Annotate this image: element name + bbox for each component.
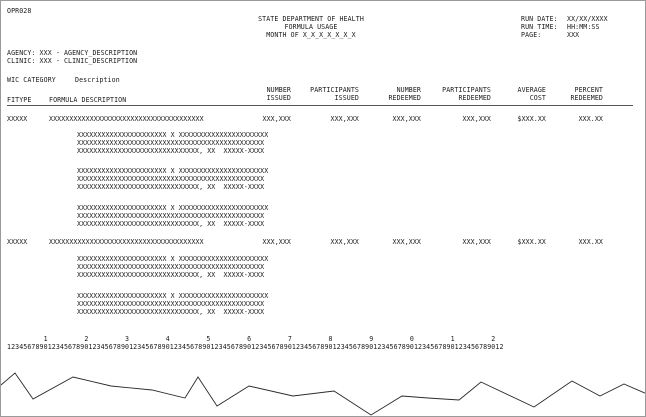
wic-category-header: WIC CATEGORY bbox=[7, 76, 56, 84]
run-date-value: XX/XX/XXXX bbox=[567, 15, 608, 23]
report-month: MONTH OF X_X_X_X_X_X_X bbox=[266, 31, 356, 39]
page-label: PAGE: bbox=[521, 31, 542, 39]
participants-redeemed-header-2: REDEEMED bbox=[458, 94, 491, 102]
row-1-detail-1-line-3: XXXXXXXXXXXXXXXXXXXXXXXXXXXXXX, XX XXXXX-XXXX bbox=[77, 147, 265, 155]
average-cost-header-2: COST bbox=[529, 94, 546, 102]
row-2-participants-redeemed: XXX,XXX bbox=[462, 238, 491, 246]
participants-issued-header-1: PARTICIPANTS bbox=[310, 86, 359, 94]
report-subtitle: FORMULA USAGE bbox=[284, 23, 338, 31]
description-header: Description bbox=[75, 76, 120, 84]
row-2-detail-1-line-1: XXXXXXXXXXXXXXXXXXXXXX X XXXXXXXXXXXXXXXXXXXXXX bbox=[77, 255, 269, 263]
run-time-value: HH:MM:SS bbox=[567, 23, 600, 31]
row-1-number-issued: XXX,XXX bbox=[262, 115, 291, 123]
run-date-label: RUN DATE: bbox=[521, 15, 558, 23]
row-1-description: XXXXXXXXXXXXXXXXXXXXXXXXXXXXXXXXXXXXXX bbox=[49, 115, 204, 123]
row-2-description: XXXXXXXXXXXXXXXXXXXXXXXXXXXXXXXXXXXXXX bbox=[49, 238, 204, 246]
number-redeemed-header-1: NUMBER bbox=[396, 86, 421, 94]
row-2-average-cost: $XXX.XX bbox=[517, 238, 546, 246]
row-1-detail-3-line-1: XXXXXXXXXXXXXXXXXXXXXX X XXXXXXXXXXXXXXXXXXXXXX bbox=[77, 204, 269, 212]
row-2-percent-redeemed: XXX.XX bbox=[578, 238, 603, 246]
participants-issued-header-2: ISSUED bbox=[334, 94, 359, 102]
row-1-detail-2-line-1: XXXXXXXXXXXXXXXXXXXXXX X XXXXXXXXXXXXXXXXXXXXXX bbox=[77, 167, 269, 175]
header-rule bbox=[7, 105, 633, 106]
row-1-number-redeemed: XXX,XXX bbox=[392, 115, 421, 123]
average-cost-header-1: AVERAGE bbox=[517, 86, 546, 94]
row-1-detail-1-line-1: XXXXXXXXXXXXXXXXXXXXXX X XXXXXXXXXXXXXXXXXXXXXX bbox=[77, 131, 269, 139]
row-2-number-redeemed: XXX,XXX bbox=[392, 238, 421, 246]
formula-description-header: FORMULA DESCRIPTION bbox=[49, 96, 127, 104]
number-issued-header-2: ISSUED bbox=[266, 94, 291, 102]
row-2-detail-1-line-2: XXXXXXXXXXXXXXXXXXXXXXXXXXXXXXXXXXXXXXXXXXXXXX bbox=[77, 263, 265, 271]
fitype-header: FITYPE bbox=[7, 96, 32, 104]
report-id: OPR028 bbox=[7, 7, 32, 15]
row-1-participants-redeemed: XXX,XXX bbox=[462, 115, 491, 123]
row-2-detail-2-line-1: XXXXXXXXXXXXXXXXXXXXXX X XXXXXXXXXXXXXXXXXXXXXX bbox=[77, 292, 269, 300]
page-value: XXX bbox=[567, 31, 580, 39]
clinic-line: CLINIC: XXX - CLINIC_DESCRIPTION bbox=[7, 57, 138, 65]
percent-redeemed-header-1: PERCENT bbox=[574, 86, 603, 94]
report-title: STATE DEPARTMENT OF HEALTH bbox=[258, 15, 364, 23]
row-1-participants-issued: XXX,XXX bbox=[330, 115, 359, 123]
run-time-label: RUN TIME: bbox=[521, 23, 558, 31]
row-2-detail-2-line-2: XXXXXXXXXXXXXXXXXXXXXXXXXXXXXXXXXXXXXXXXXXXXXX bbox=[77, 300, 265, 308]
row-1-fitype: XXXXX bbox=[7, 115, 28, 123]
row-2-number-issued: XXX,XXX bbox=[262, 238, 291, 246]
row-1-detail-1-line-2: XXXXXXXXXXXXXXXXXXXXXXXXXXXXXXXXXXXXXXXXXXXXXX bbox=[77, 139, 265, 147]
row-1-percent-redeemed: XXX.XX bbox=[578, 115, 603, 123]
row-2-detail-2-line-3: XXXXXXXXXXXXXXXXXXXXXXXXXXXXXX, XX XXXXX-XXXX bbox=[77, 308, 265, 316]
column-ruler-units: 12345678901234567890123456789012345678901234567890123456789012345678901234567890123456789012345678901234567890123456789012 bbox=[7, 343, 504, 351]
number-issued-header-1: NUMBER bbox=[266, 86, 291, 94]
row-1-detail-3-line-2: XXXXXXXXXXXXXXXXXXXXXXXXXXXXXXXXXXXXXXXXXXXXXX bbox=[77, 212, 265, 220]
row-1-average-cost: $XXX.XX bbox=[517, 115, 546, 123]
row-2-fitype: XXXXX bbox=[7, 238, 28, 246]
column-ruler-tens: 1 2 3 4 5 6 7 8 9 0 1 2 bbox=[7, 335, 496, 343]
row-1-detail-3-line-3: XXXXXXXXXXXXXXXXXXXXXXXXXXXXXX, XX XXXXX-XXXX bbox=[77, 220, 265, 228]
participants-redeemed-header-1: PARTICIPANTS bbox=[442, 86, 491, 94]
number-redeemed-header-2: REDEEMED bbox=[388, 94, 421, 102]
torn-edge bbox=[1, 351, 646, 417]
row-1-detail-2-line-2: XXXXXXXXXXXXXXXXXXXXXXXXXXXXXXXXXXXXXXXXXXXXXX bbox=[77, 175, 265, 183]
row-2-detail-1-line-3: XXXXXXXXXXXXXXXXXXXXXXXXXXXXXX, XX XXXXX-XXXX bbox=[77, 271, 265, 279]
percent-redeemed-header-2: REDEEMED bbox=[570, 94, 603, 102]
agency-line: AGENCY: XXX - AGENCY_DESCRIPTION bbox=[7, 49, 138, 57]
row-1-detail-2-line-3: XXXXXXXXXXXXXXXXXXXXXXXXXXXXXX, XX XXXXX-XXXX bbox=[77, 183, 265, 191]
row-2-participants-issued: XXX,XXX bbox=[330, 238, 359, 246]
